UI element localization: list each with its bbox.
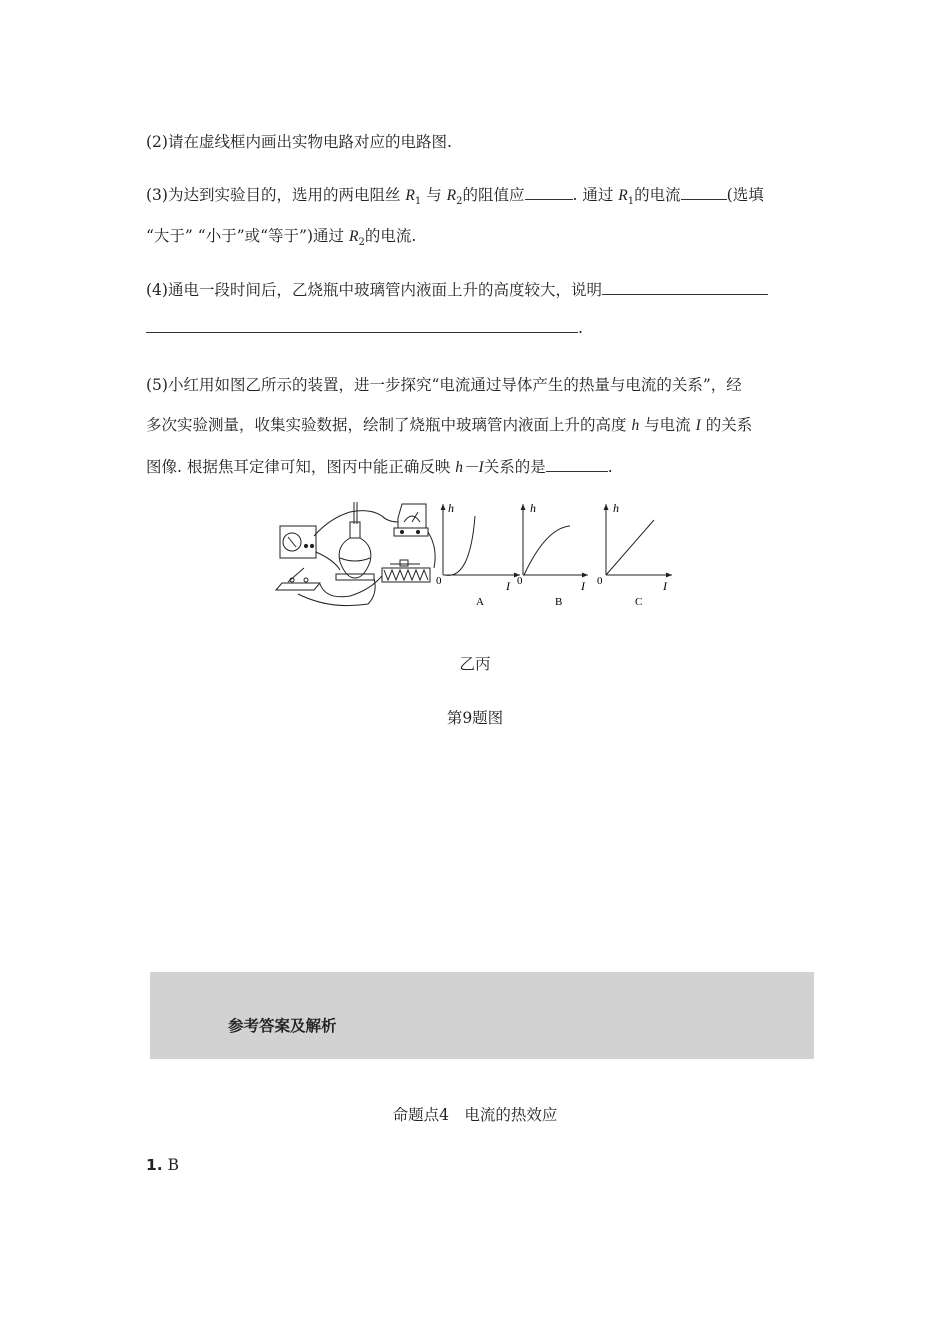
figure-sub-caption: 乙丙: [459, 655, 491, 673]
answer-blank[interactable]: [602, 280, 768, 295]
question-5-line-1: (5)小红用如图乙所示的装置，进一步探究“电流通过导体产生的热量与电流的关系”，经: [146, 376, 742, 394]
answer-blank[interactable]: [146, 318, 578, 333]
section-heading: 命题点4 电流的热效应: [392, 1106, 558, 1124]
graph-b-x-label: I: [581, 579, 585, 593]
question-4-line-1: (4)通电一段时间后，乙烧瓶中玻璃管内液面上升的高度较大，说明: [146, 278, 768, 300]
graph-a: [436, 501, 520, 608]
question-3-line-2: “大于” “小于”或“等于”)通过 $R_2$的电流.: [146, 227, 417, 249]
question-3-line-1: (3)为达到实验目的，选用的两电阻丝 $R_1$ 与 $R_2$的阻值应 . 通过 $R_1$的电流 (选填: [146, 186, 764, 208]
graph-b-label: B: [555, 596, 563, 608]
answer-title: 参考答案及解析: [228, 1017, 337, 1035]
apparatus-illustration: [276, 502, 435, 606]
graph-a-origin: 0: [436, 575, 442, 587]
graph-a-label: A: [476, 596, 484, 608]
answer-item-1: [146, 1156, 179, 1174]
figure: [270, 498, 680, 613]
graph-a-x-label: I: [506, 579, 510, 593]
graph-b-y-label: h: [530, 501, 536, 515]
graph-c: [597, 501, 672, 608]
answer-item-value: B: [167, 1156, 180, 1174]
graph-c-x-label: I: [663, 579, 667, 593]
switch-icon: [276, 583, 320, 590]
graph-c-label: C: [635, 596, 643, 608]
figure-caption: 第9题图: [446, 709, 504, 727]
graph-c-origin: 0: [597, 575, 603, 587]
ammeter-icon: [280, 526, 316, 558]
answer-blank[interactable]: [546, 457, 608, 472]
question-2: (2)请在虚线框内画出实物电路对应的电路图.: [146, 133, 452, 151]
flask-icon: [339, 538, 371, 578]
answer-blank[interactable]: [525, 185, 573, 200]
answer-item-number: 1.: [146, 1156, 163, 1174]
question-4-line-2: .: [146, 318, 583, 337]
answer-blank[interactable]: [681, 185, 727, 200]
graph-a-y-label: h: [448, 501, 454, 515]
graph-b: [517, 501, 588, 608]
graph-c-y-label: h: [613, 501, 619, 515]
question-5-line-3: 图像. 根据焦耳定律可知，图丙中能正确反映 h－I关系的是 .: [146, 458, 613, 476]
question-5-line-2: 多次实验测量，收集实验数据，绘制了烧瓶中玻璃管内液面上升的高度 h 与电流 I 的关系: [146, 416, 753, 434]
graph-b-origin: 0: [517, 575, 523, 587]
answer-section-header: [150, 972, 814, 1059]
